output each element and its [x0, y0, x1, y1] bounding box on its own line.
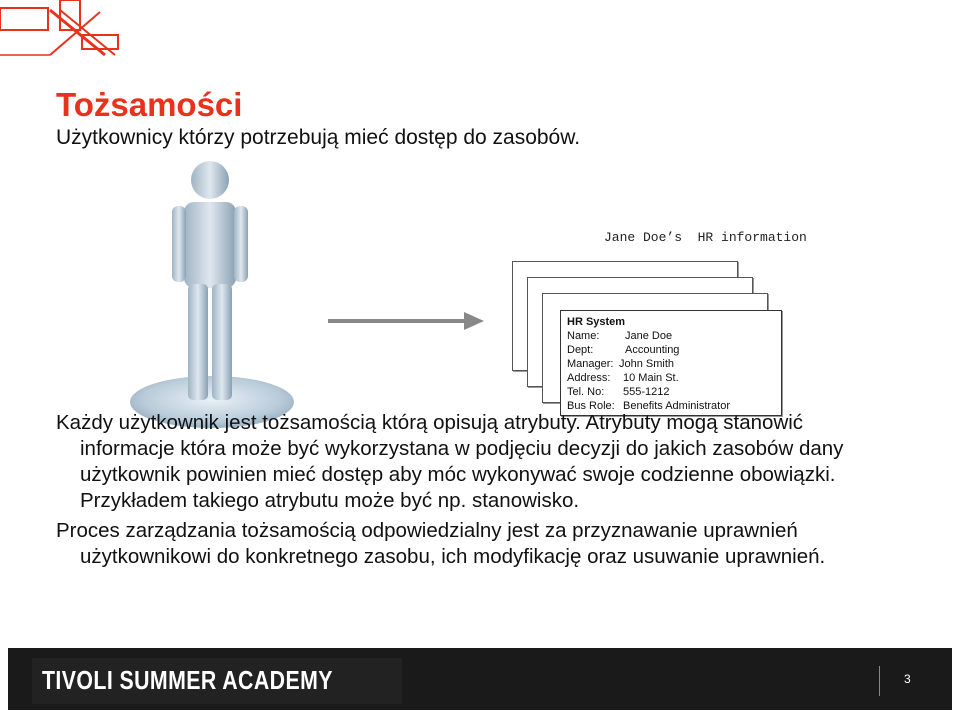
- hr-card-row: Address: 10 Main St.: [567, 372, 679, 384]
- footer-brand: TIVOLI SUMMER ACADEMY: [42, 665, 333, 695]
- logo-mark: [0, 0, 125, 60]
- body-paragraph: Proces zarządzania tożsamością odpowiedzialny jest za przyznawanie uprawnień użytkownikowi do konkretnego zasobu, ich modyfikację oraz usuwanie uprawnień.: [56, 519, 826, 568]
- hr-card-row: Tel. No: 555-1212: [567, 386, 670, 398]
- footer-divider: [879, 666, 880, 696]
- body-paragraph: Każdy użytkownik jest tożsamością którą opisują atrybuty. Atrybuty mogą stanowić informacje która może być wykorzystana w podjęciu decyzji do jakich zasobów dany użytkownik powinien mieć dostęp aby móc wykonywać swoje codzienne obowiązki. Przykładem takiego atrybutu może być np. stanowisko.: [56, 411, 844, 512]
- hr-card-heading: HR System: [567, 316, 626, 328]
- hr-card-row: Name: Jane Doe: [567, 330, 673, 342]
- footer-bar: [8, 648, 952, 710]
- hr-card-row: Bus Role: Benefits Administrator: [567, 400, 730, 412]
- arrow-icon: [326, 306, 486, 336]
- hr-card-row: Manager: John Smith: [567, 358, 675, 370]
- hr-card: [560, 310, 782, 416]
- page-title: Tożsamości: [56, 86, 243, 123]
- hr-caption: Jane Doe’s HR information: [604, 230, 807, 245]
- body-text: [56, 410, 856, 570]
- page-number: 3: [904, 672, 911, 686]
- person-icon: [112, 150, 312, 440]
- page-subtitle: Użytkownicy którzy potrzebują mieć dostęp do zasobów.: [56, 126, 581, 149]
- hr-card-row: Dept: Accounting: [567, 344, 680, 356]
